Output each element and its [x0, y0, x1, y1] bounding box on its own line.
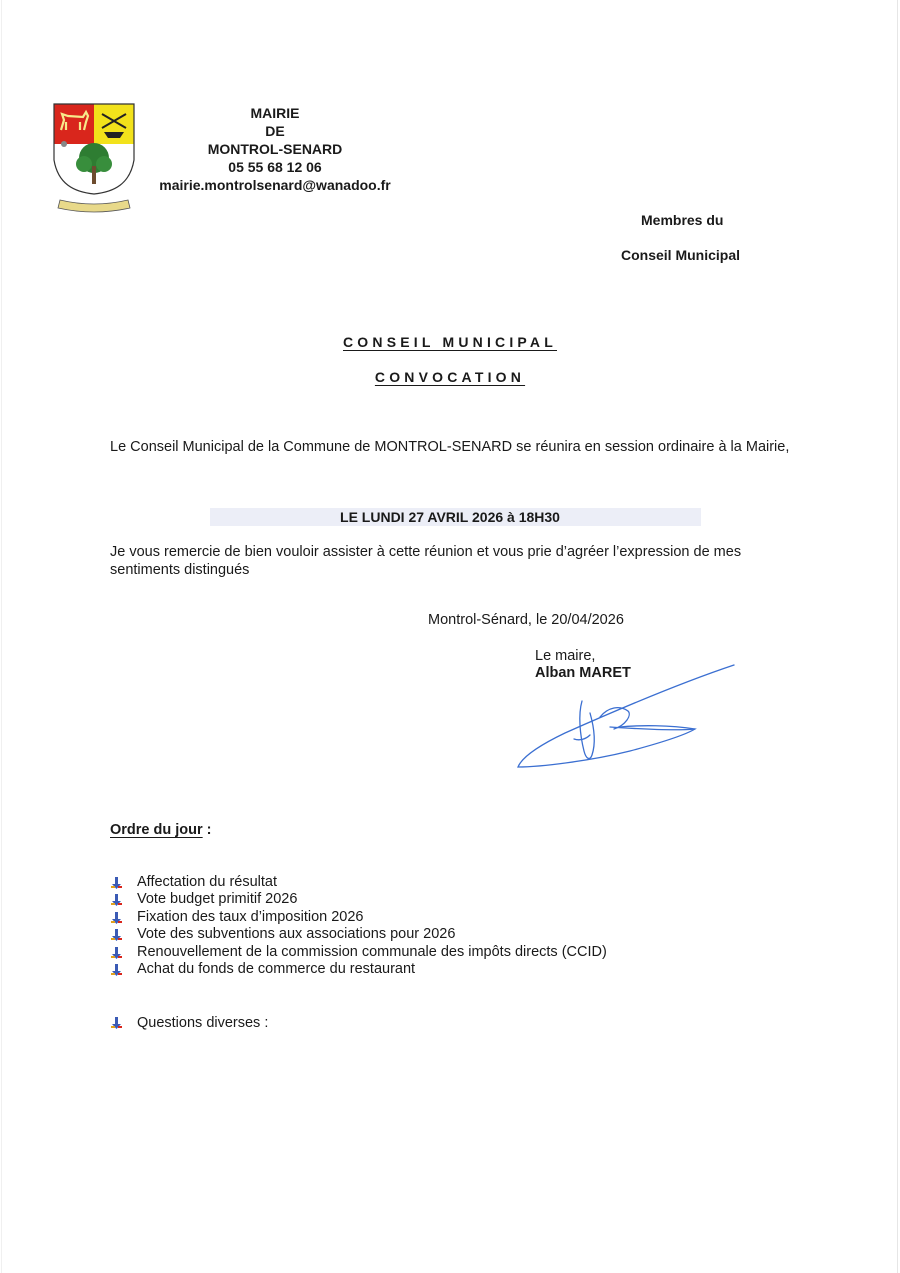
mayor-name: Alban MARET [535, 665, 631, 681]
recipient-line-1: Membres du [641, 212, 724, 228]
document-title-text: CONSEIL MUNICIPAL [343, 334, 557, 350]
agenda-item-text: Affectation du résultat [137, 874, 277, 890]
document-title [0, 334, 900, 350]
recipient-line-2: Conseil Municipal [621, 247, 741, 263]
arrow-bullet-icon [111, 877, 122, 889]
meeting-date: LE LUNDI 27 AVRIL 2026 à 18H30 [340, 509, 560, 525]
arrow-bullet-icon [111, 929, 122, 941]
place-and-date: Montrol-Sénard, le 20/04/2026 [428, 612, 624, 628]
document-subtitle [0, 369, 900, 385]
town-hall-header [140, 104, 410, 194]
header-line-mairie: MAIRIE [250, 105, 300, 121]
municipal-coat-of-arms-icon [50, 100, 138, 215]
agenda-misc-text: Questions diverses : [137, 1015, 269, 1031]
agenda-item-text: Achat du fonds de commerce du restaurant [137, 960, 416, 977]
agenda-title-text: Ordre du jour [110, 822, 203, 838]
arrow-bullet-icon [111, 1017, 122, 1029]
agenda-title-suffix: : [202, 822, 212, 838]
handwritten-signature [510, 655, 745, 780]
agenda-item-text: Vote budget primitif 2026 [137, 891, 298, 908]
header-line-de: DE [265, 123, 285, 139]
mayor-role: Le maire, [535, 648, 596, 664]
agenda-item-text: Fixation des taux d’imposition 2026 [137, 908, 364, 925]
scan-edge-right [897, 0, 898, 1273]
header-phone: 05 55 68 12 06 [228, 159, 322, 175]
agenda-item-text: Renouvellement de la commission communale des impôts directs (CCID) [137, 943, 607, 960]
header-email[interactable]: mairie.montrolsenard@wanadoo.fr [159, 177, 391, 193]
agenda-title [110, 822, 212, 838]
agenda-item-text: Vote des subventions aux associations pour 2026 [137, 926, 456, 943]
closing-paragraph: Je vous remercie de bien vouloir assister à cette réunion et vous prie d’agréer l’expression de mes sentiments distingués [110, 544, 742, 578]
arrow-bullet-icon [111, 912, 122, 924]
scan-edge-left [1, 0, 2, 1273]
arrow-bullet-icon [111, 894, 122, 906]
document-subtitle-text: CONVOCATION [374, 369, 526, 385]
header-town-name: MONTROL-SENARD [207, 141, 343, 157]
arrow-bullet-icon [111, 964, 122, 976]
intro-paragraph: Le Conseil Municipal de la Commune de MONTROL-SENARD se réunira en session ordinaire à la Mairie, [110, 439, 790, 455]
arrow-bullet-icon [111, 947, 122, 959]
